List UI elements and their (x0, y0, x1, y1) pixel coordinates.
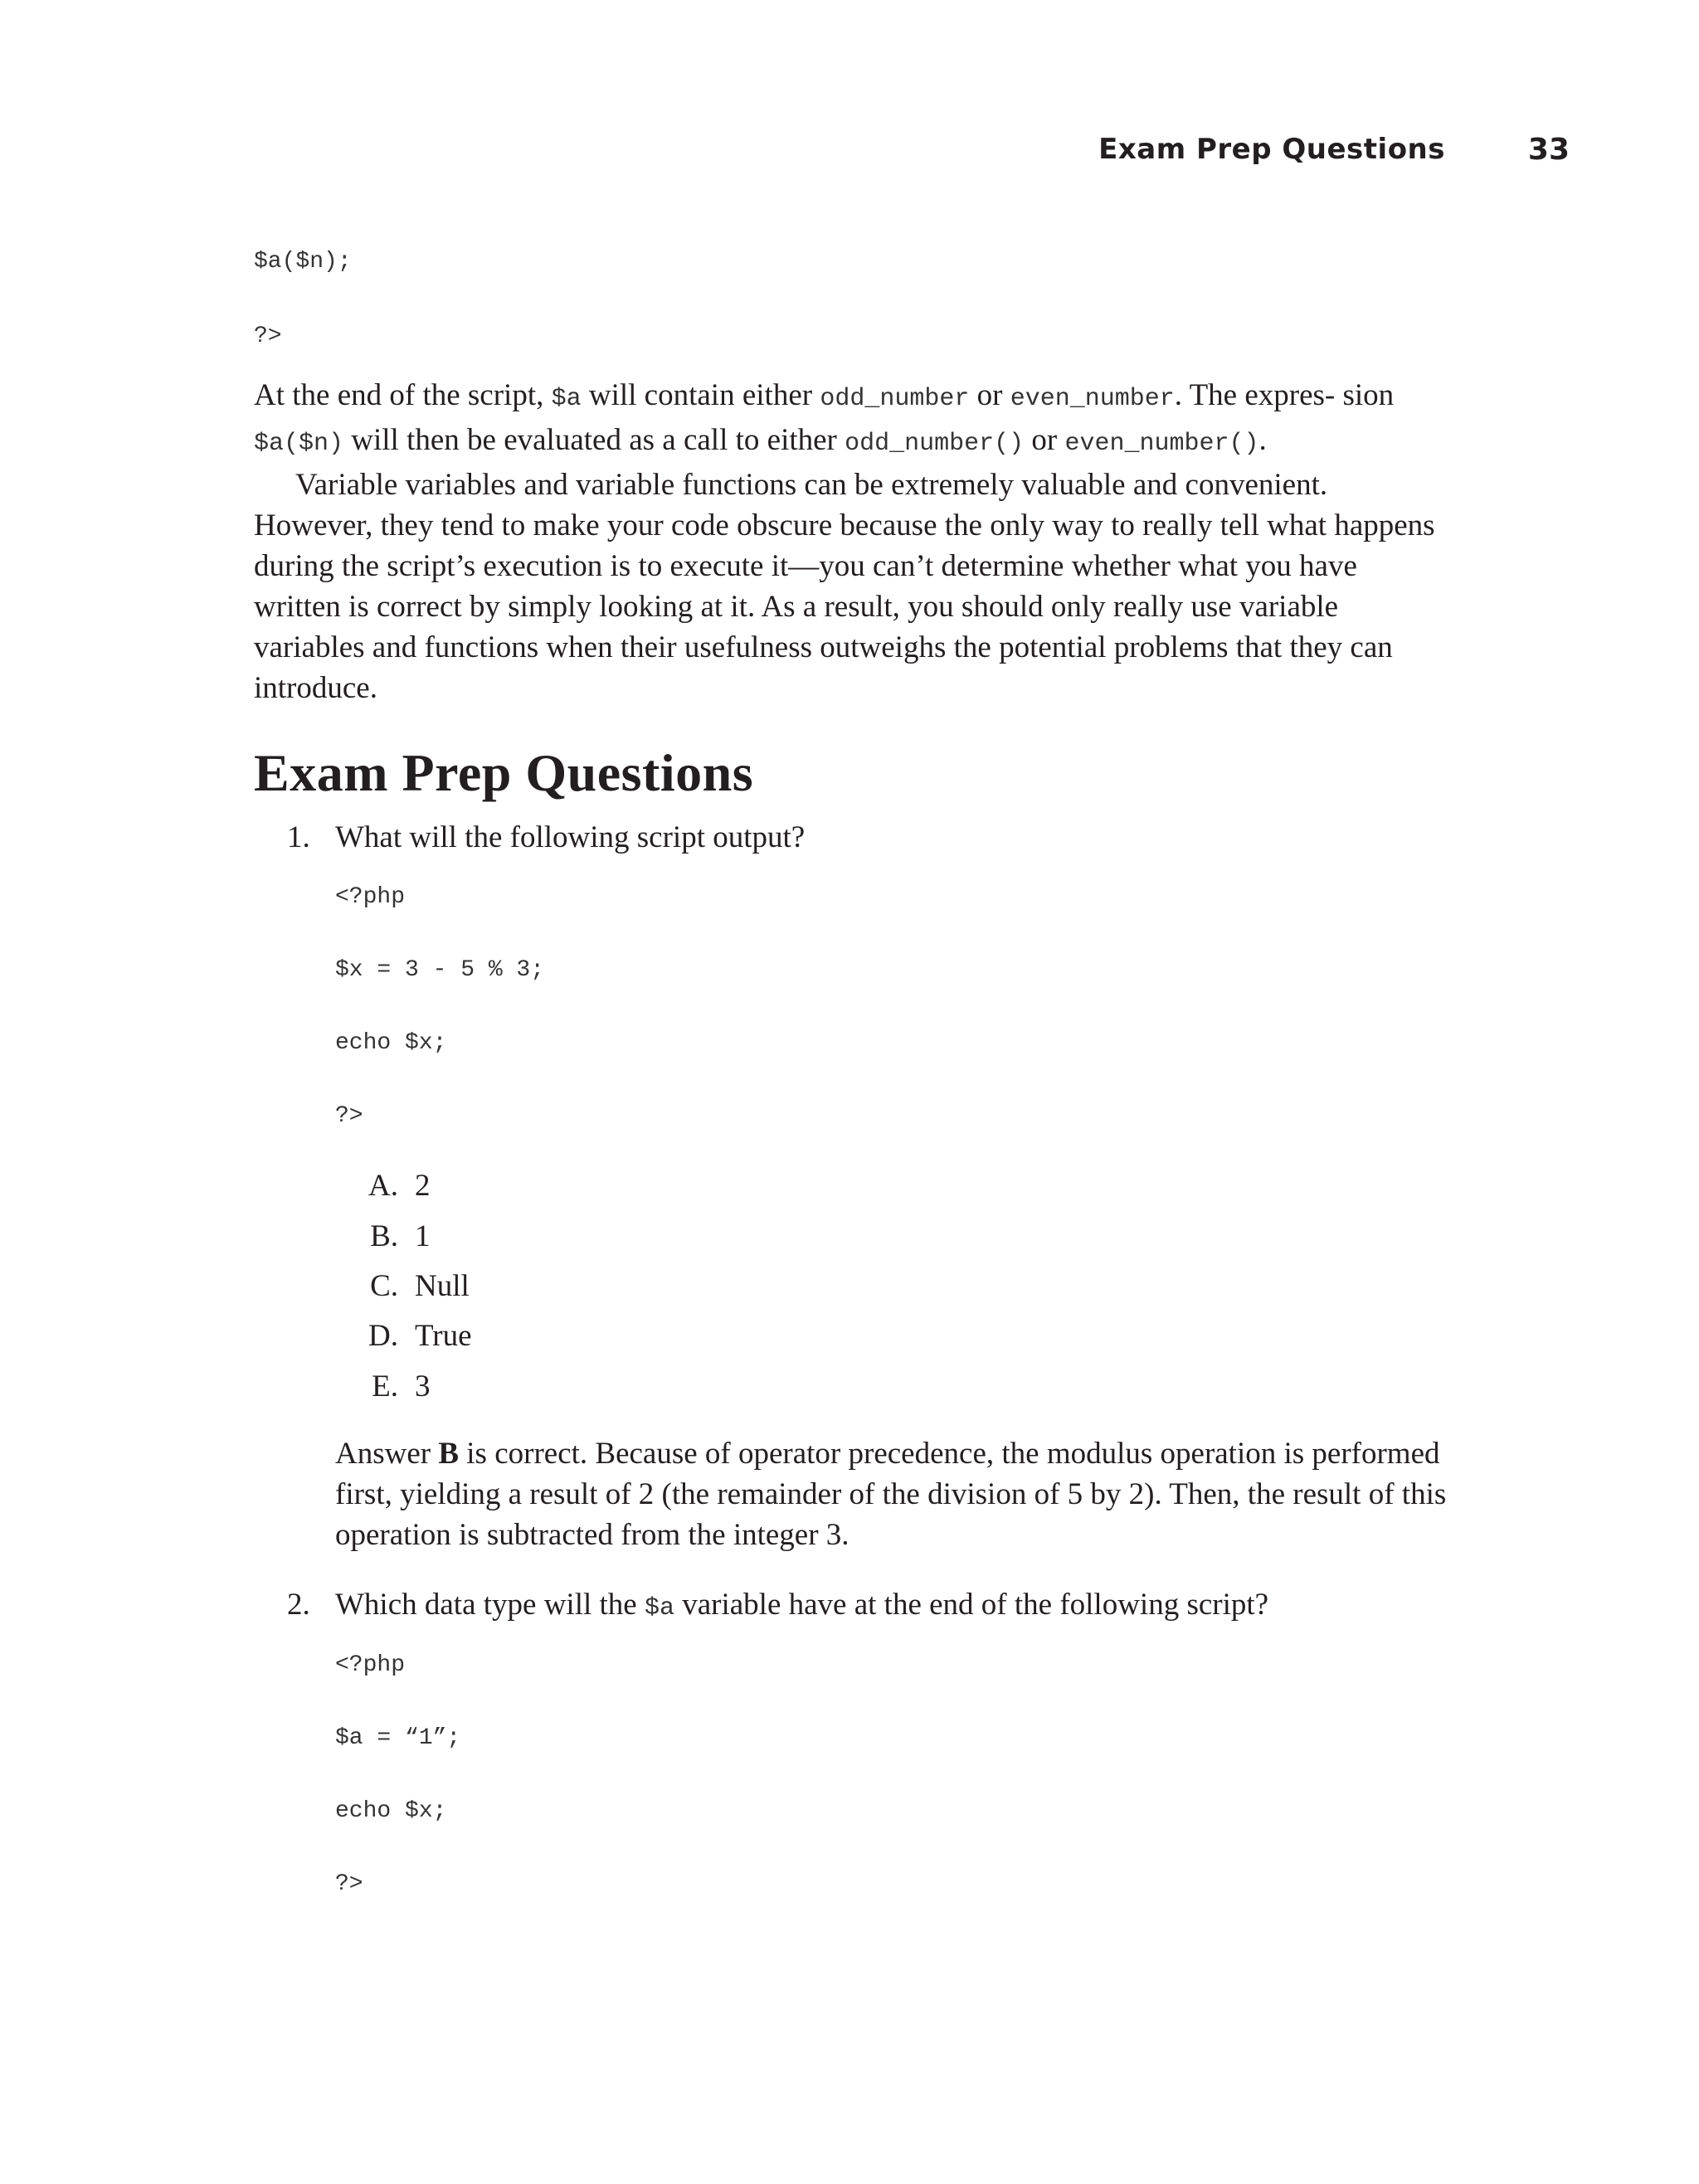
code-line: $x = 3 - 5 % 3; (335, 957, 545, 983)
option-letter: C. (370, 1269, 398, 1303)
code-line: <?php (335, 884, 406, 910)
inline-code: even_number() (1064, 430, 1259, 458)
code-line: ?> (335, 1871, 363, 1897)
inline-code: $a (551, 385, 582, 413)
question-text: What will the following script output? (335, 820, 806, 854)
option-value: Null (415, 1269, 470, 1303)
inline-code: odd_number (820, 385, 970, 413)
question-number: 2. (287, 1588, 310, 1622)
inline-code: odd_number() (845, 430, 1025, 458)
paragraph-variable-variables: Variable variables and variable functions can be extremely valuable and convenient. However, they tend to make your code obscure because the only way to really tell what happens during the script’s execution is to execute it—you can’t determine whether what you have written is correct by simply looking at it. As a result, you should only really use variable variables and functions when their usefulness outweighs the potential problems that they can introduce. (254, 468, 1435, 705)
code-line: echo $x; (335, 1030, 447, 1056)
option-value: True (415, 1319, 472, 1353)
code-line: $a = “1”; (335, 1725, 461, 1751)
option-value: 1 (415, 1219, 431, 1253)
option-letter: E. (372, 1369, 398, 1403)
code-line: $a($n); (254, 249, 352, 275)
body-text (254, 375, 1448, 708)
answer-explanation: Answer B is correct. Because of operator precedence, the modulus operation is performed first, yielding a result of 2 (the remainder of the division of 5 by 2). Then, the result of this operation is subtracted from the integer 3. (335, 1437, 1447, 1552)
inline-code: $a($n) (254, 430, 344, 458)
option-letter: D. (368, 1319, 398, 1353)
inline-code: $a (644, 1594, 674, 1622)
option-value: 2 (415, 1169, 431, 1203)
answer-letter: B (438, 1437, 460, 1471)
code-line: <?php (335, 1652, 406, 1678)
paragraph-function-call: At the end of the script, $a will contain either odd_number or even_number. The expres- sion $a($n) will then be evaluated as a call to either odd_number() or even_number(). (254, 378, 1395, 458)
code-line: ?> (254, 323, 282, 349)
code-line: echo $x; (335, 1798, 447, 1824)
page-number: 33 (1527, 133, 1570, 167)
option-value: 3 (415, 1369, 431, 1403)
option-letter: B. (370, 1219, 398, 1253)
inline-code: even_number (1010, 385, 1175, 413)
running-head (1078, 133, 1570, 174)
running-head-title: Exam Prep Questions (1098, 133, 1445, 166)
code-line: ?> (335, 1103, 363, 1129)
section-heading: Exam Prep Questions (254, 743, 754, 802)
option-letter: A. (368, 1169, 398, 1203)
question-text: Which data type will the $a variable have at the end of the following script? (335, 1588, 1269, 1622)
question-number: 1. (287, 820, 310, 854)
